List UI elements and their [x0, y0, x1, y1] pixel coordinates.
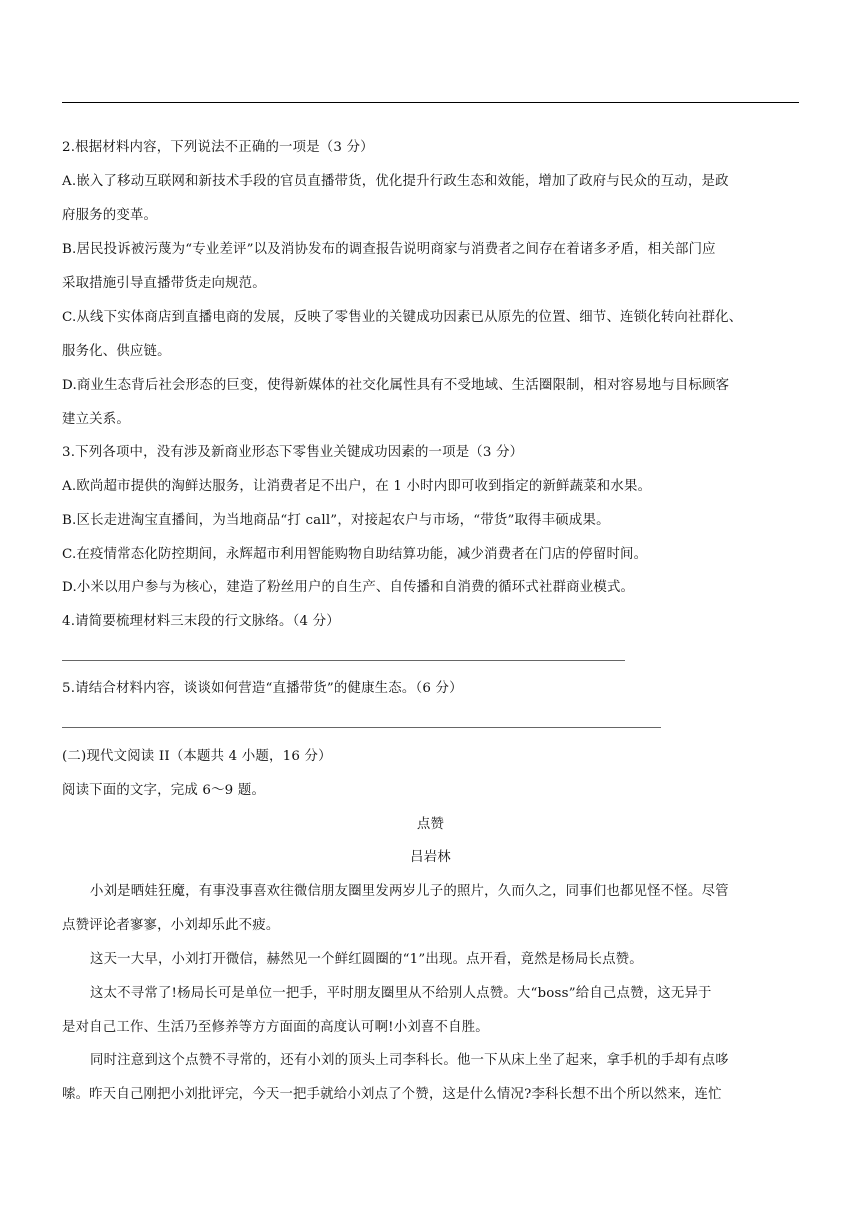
q3-option-b: B.区长走进淘宝直播间，为当地商品“打 call”，对接起农户与市场，“带货”取得丰硕成果。 — [62, 513, 610, 528]
header-rule — [62, 102, 799, 103]
q2-option-c-line1: C.从线下实体商店到直播电商的发展，反映了零售业的关键成功因素已从原先的位置、细节、连锁化转向社群化、 — [62, 310, 743, 325]
story-paragraph-4-line1: 同时注意到这个点赞不寻常的，还有小刘的顶头上司李科长。他一下从床上坐了起来，拿手机的手却有点哆 — [90, 1053, 729, 1068]
q2-option-d-line1: D.商业生态背后社会形态的巨变，使得新媒体的社交化属性具有不受地域、生活圈限制，相对容易地与目标顾客 — [62, 378, 730, 393]
section2-instruction: 阅读下面的文字，完成 6～9 题。 — [62, 783, 266, 798]
story-paragraph-1-line2: 点赞评论者寥寥，小刘却乐此不疲。 — [62, 918, 280, 933]
q2-option-a-line1: A.嵌入了移动互联网和新技术手段的官员直播带货，优化提升行政生态和效能，增加了政府与民众的互动，是政 — [62, 174, 729, 189]
q2-option-b-line2: 采取措施引导直播带货走向规范。 — [62, 276, 266, 291]
q5-stem: 5.请结合材料内容，谈谈如何营造“直播带货”的健康生态。（6 分） — [62, 681, 463, 696]
section2-heading: (二)现代文阅读 II（本题共 4 小题，16 分） — [62, 749, 332, 764]
story-paragraph-4-line2: 嗦。昨天自己刚把小刘批评完，今天一把手就给小刘点了个赞，这是什么情况?李科长想不出个所以然来，连忙 — [62, 1087, 722, 1102]
q2-option-b-line1: B.居民投诉被污蔑为“专业差评”以及消协发布的调查报告说明商家与消费者之间存在着诸多矛盾，相关部门应 — [62, 242, 716, 257]
story-paragraph-2: 这天一大早，小刘打开微信，赫然见一个鲜红圆圈的“1”出现。点开看，竟然是杨局长点赞。 — [90, 952, 643, 967]
story-paragraph-3-line2: 是对自己工作、生活乃至修养等方方面面的高度认可啊!小刘喜不自胜。 — [62, 1020, 489, 1035]
q4-stem: 4.请简要梳理材料三末段的行文脉络。（4 分） — [62, 614, 340, 629]
q2-option-a-line2: 府服务的变革。 — [62, 208, 158, 223]
story-author: 吕岩林 — [410, 850, 451, 865]
story-paragraph-1-line1: 小刘是晒娃狂魔，有事没事喜欢往微信朋友圈里发两岁儿子的照片，久而久之，同事们也都见怪不怪。尽管 — [90, 884, 729, 899]
q3-option-a: A.欧尚超市提供的淘鲜达服务，让消费者足不出户，在 1 小时内即可收到指定的新鲜蔬菜和水果。 — [62, 479, 652, 494]
q2-option-c-line2: 服务化、供应链。 — [62, 344, 171, 359]
q2-option-d-line2: 建立关系。 — [62, 412, 130, 427]
q3-stem: 3.下列各项中，没有涉及新商业形态下零售业关键成功因素的一项是（3 分） — [62, 445, 524, 460]
q2-stem: 2.根据材料内容，下列说法不正确的一项是（3 分） — [62, 140, 374, 155]
q3-option-c: C.在疫情常态化防控期间，永辉超市利用智能购物自助结算功能，减少消费者在门店的停留时间。 — [62, 547, 648, 562]
story-paragraph-3-line1: 这太不寻常了!杨局长可是单位一把手，平时朋友圈里从不给别人点赞。大“boss”给自己点赞，这无异于 — [90, 986, 712, 1001]
q5-answer-line[interactable] — [62, 727, 661, 728]
q3-option-d: D.小米以用户参与为核心，建造了粉丝用户的自生产、自传播和自消费的循环式社群商业模式。 — [62, 580, 635, 595]
story-title: 点赞 — [416, 817, 445, 832]
q4-answer-line[interactable] — [62, 660, 625, 661]
